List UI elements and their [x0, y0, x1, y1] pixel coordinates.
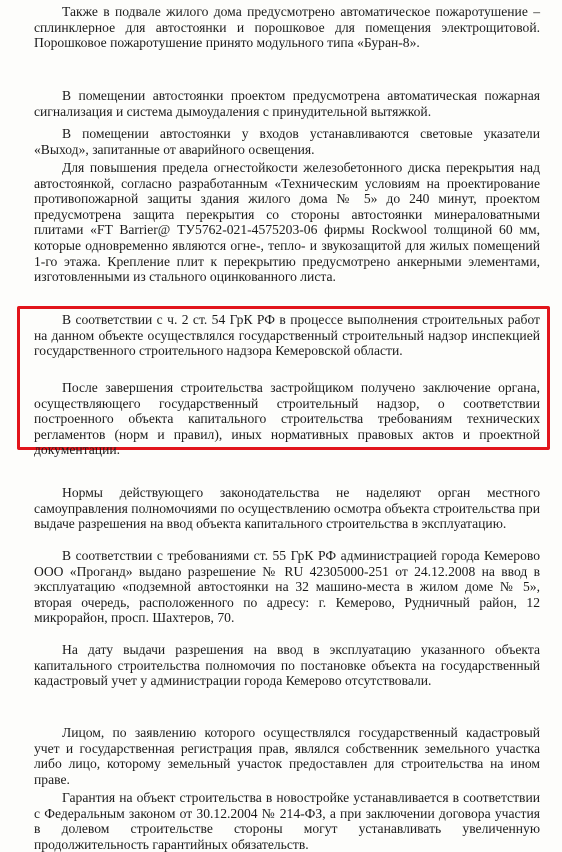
paragraph-state-supervision: В соответствии с ч. 2 ст. 54 ГрК РФ в процессе выполнения строительных работ на данном объекте осуществлялся государственный строительный надзор инспекцией государственного строительного надзора Кемеровской области.: [34, 312, 540, 359]
paragraph-permit: В соответствии с требованиями ст. 55 ГрК РФ администрацией города Кемерово ООО «Проганд» выдано разрешение № RU 42305000-251 от 24.12.2008 на ввод в эксплуатацию «подземной автостоянки на 32 машино-места в жилом доме № 5», вторая очередь, расположенного по адресу: г. Кемерово, Рудничный район, 12 микрорайон, просп. Шахтеров, 70.: [34, 548, 540, 626]
paragraph-fire-resistance: Для повышения предела огнестойкости железобетонного диска перекрытия над автостоянкой, согласно разработанным «Техническим условиям на проектирование противопожарной защиты здания жилого дома № 5» до 240 минут, проектом предусмотрена защита перекрытия со стороны автостоянки минераловатными плитами «FT Barrier@ ТУ5762-021-4575203-06 фирмы Rockwool толщиной 60 мм, которые одновременно являются огне-, тепло- и звукозащитой для жилых помещений 1-го этажа. Крепление плит к перекрытию предусмотрено анкерными элементами, изготовленными из стального оцинкованного листа.: [34, 160, 540, 285]
paragraph-cadastral: На дату выдачи разрешения на ввод в эксплуатацию указанного объекта капитального строительства полномочия по постановке объекта на государственный кадастровый учет у администрации города Кемерово отсутствовали.: [34, 642, 540, 689]
paragraph-fire-suppression: Также в подвале жилого дома предусмотрено автоматическое пожаротушение – сплинклерное для автостоянки и порошковое для помещения электрощитовой. Порошковое пожаротушение принято модульного типа «Буран-8».: [34, 4, 540, 51]
paragraph-local-authority: Нормы действующего законодательства не наделяют орган местного самоуправления полномочиями по осуществлению осмотра объекта строительства при выдаче разрешения на ввод объекта капитального строительства в эксплуатацию.: [34, 485, 540, 532]
paragraph-registration: Лицом, по заявлению которого осуществлялся государственный кадастровый учет и государственная регистрация прав, являлся собственник земельного участка либо лицо, которому земельный участок предоставлен для строительства на ином праве.: [34, 725, 540, 787]
paragraph-fire-alarm: В помещении автостоянки проектом предусмотрена автоматическая пожарная сигнализация и система дымоудаления с принудительной вытяжкой.: [34, 88, 540, 119]
paragraph-supervision-conclusion: После завершения строительства застройщиком получено заключение органа, осуществляющего государственный строительный надзор, о соответствии построенного объекта капитального строительства требованиям технических регламентов (норм и правил), иных нормативных правовых актов и проектной документации.: [34, 380, 540, 458]
paragraph-warranty: Гарантия на объект строительства в новостройке устанавливается в соответствии с Федеральным законом от 30.12.2004 № 214-ФЗ, а при заключении договора участия в долевом строительстве стороны могут устанавливать увеличенную продолжительность гарантийных обязательств.: [34, 790, 540, 852]
paragraph-exit-signs: В помещении автостоянки у входов устанавливаются световые указатели «Выход», запитанные от аварийного освещения.: [34, 126, 540, 157]
